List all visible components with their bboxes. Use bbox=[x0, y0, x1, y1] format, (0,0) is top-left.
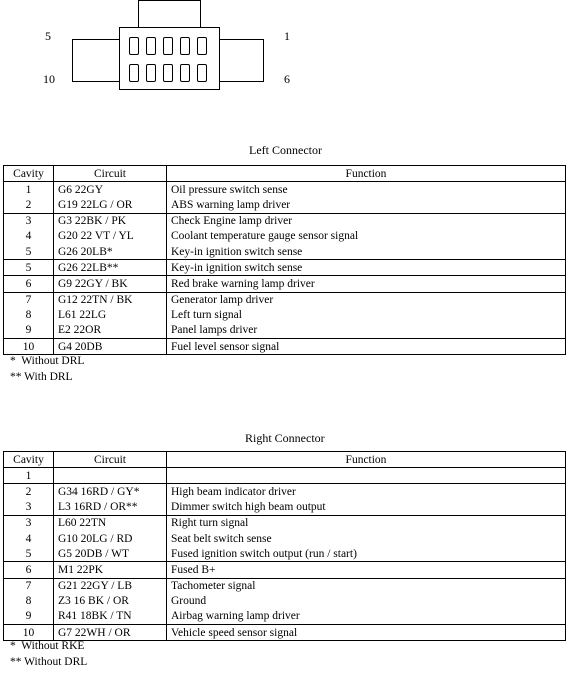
column-header-circuit: Circuit bbox=[54, 166, 167, 182]
pin-label-10: 10 bbox=[43, 72, 55, 86]
cavity-pin bbox=[163, 37, 173, 55]
cavity-pin bbox=[197, 37, 207, 55]
pin-label-1: 1 bbox=[284, 29, 290, 43]
function-cell: ABS warning lamp driver bbox=[167, 197, 566, 213]
circuit-cell: L3 16RD / OR** bbox=[54, 500, 167, 516]
cavity-cell: 3 bbox=[4, 515, 54, 531]
left-connector-title: Left Connector bbox=[249, 143, 322, 157]
function-cell: Left turn signal bbox=[167, 308, 566, 323]
cavity-cell: 6 bbox=[4, 276, 54, 292]
table-row bbox=[4, 500, 566, 516]
cavity-cell: 5 bbox=[4, 244, 54, 260]
connector-latch bbox=[138, 0, 201, 28]
circuit-cell: G34 16RD / GY* bbox=[54, 484, 167, 500]
circuit-cell: R41 18BK / TN bbox=[54, 609, 167, 625]
circuit-cell: G3 22BK / PK bbox=[54, 213, 167, 229]
circuit-cell: L60 22TN bbox=[54, 515, 167, 531]
cavity-pin bbox=[146, 37, 156, 55]
cavity-cell: 9 bbox=[4, 609, 54, 625]
cavity-cell: 2 bbox=[4, 197, 54, 213]
table-row bbox=[4, 244, 566, 260]
footnote: * Without RKE bbox=[10, 640, 85, 652]
table-row bbox=[4, 197, 566, 213]
function-cell: Fused ignition switch output (run / start) bbox=[167, 546, 566, 562]
circuit-cell: G7 22WH / OR bbox=[54, 625, 167, 641]
cavity-cell: 7 bbox=[4, 292, 54, 308]
cavity-cell: 4 bbox=[4, 531, 54, 546]
cavity-cell: 3 bbox=[4, 213, 54, 229]
function-cell: Tachometer signal bbox=[167, 578, 566, 594]
circuit-cell: G4 20DB bbox=[54, 339, 167, 355]
cavity-pin bbox=[180, 37, 190, 55]
table-row bbox=[4, 323, 566, 339]
cavity-cell: 8 bbox=[4, 594, 54, 609]
circuit-cell: G20 22 VT / YL bbox=[54, 229, 167, 244]
table-row bbox=[4, 625, 566, 641]
circuit-cell: G10 20LG / RD bbox=[54, 531, 167, 546]
table-row bbox=[4, 515, 566, 531]
column-header-cavity: Cavity bbox=[4, 166, 54, 182]
footnote: ** With DRL bbox=[10, 371, 73, 383]
function-cell: Airbag warning lamp driver bbox=[167, 609, 566, 625]
function-cell: Coolant temperature gauge sensor signal bbox=[167, 229, 566, 244]
connector-right-wing bbox=[216, 39, 264, 82]
footnote: ** Without DRL bbox=[10, 656, 88, 668]
table-row bbox=[4, 276, 566, 292]
table-row bbox=[4, 484, 566, 500]
function-cell: Red brake warning lamp driver bbox=[167, 276, 566, 292]
cavity-pin bbox=[129, 37, 139, 55]
function-cell: Key-in ignition switch sense bbox=[167, 260, 566, 276]
cavity-cell: 10 bbox=[4, 625, 54, 641]
function-cell: Vehicle speed sensor signal bbox=[167, 625, 566, 641]
cavity-pin bbox=[197, 64, 207, 82]
table-row bbox=[4, 531, 566, 546]
cavity-cell: 7 bbox=[4, 578, 54, 594]
cavity-cell: 5 bbox=[4, 546, 54, 562]
function-cell: Check Engine lamp driver bbox=[167, 213, 566, 229]
column-header-cavity: Cavity bbox=[4, 452, 54, 468]
left-connector-table bbox=[3, 165, 566, 355]
circuit-cell: G12 22TN / BK bbox=[54, 292, 167, 308]
circuit-cell: M1 22PK bbox=[54, 562, 167, 578]
table-row bbox=[4, 562, 566, 578]
circuit-cell: G5 20DB / WT bbox=[54, 546, 167, 562]
pin-label-5: 5 bbox=[45, 29, 51, 43]
cavity-pin bbox=[163, 64, 173, 82]
function-cell: Dimmer switch high beam output bbox=[167, 500, 566, 516]
circuit-cell: G26 20LB* bbox=[54, 244, 167, 260]
function-cell: Fused B+ bbox=[167, 562, 566, 578]
function-cell: Fuel level sensor signal bbox=[167, 339, 566, 355]
function-cell: Right turn signal bbox=[167, 515, 566, 531]
function-cell: High beam indicator driver bbox=[167, 484, 566, 500]
table-row bbox=[4, 578, 566, 594]
cavity-pin bbox=[180, 64, 190, 82]
footnote: * Without DRL bbox=[10, 355, 85, 367]
table-row bbox=[4, 594, 566, 609]
table-row bbox=[4, 546, 566, 562]
table-row bbox=[4, 213, 566, 229]
cavity-cell: 8 bbox=[4, 308, 54, 323]
table-row bbox=[4, 292, 566, 308]
function-cell: Generator lamp driver bbox=[167, 292, 566, 308]
table-row bbox=[4, 339, 566, 355]
table-row bbox=[4, 609, 566, 625]
circuit-cell: Z3 16 BK / OR bbox=[54, 594, 167, 609]
circuit-cell: L61 22LG bbox=[54, 308, 167, 323]
right-connector-table bbox=[3, 451, 566, 641]
circuit-cell: G6 22GY bbox=[54, 182, 167, 198]
cavity-cell: 1 bbox=[4, 182, 54, 198]
table-row bbox=[4, 229, 566, 244]
cavity-cell: 1 bbox=[4, 468, 54, 484]
function-cell: Panel lamps driver bbox=[167, 323, 566, 339]
function-cell: Seat belt switch sense bbox=[167, 531, 566, 546]
circuit-cell bbox=[54, 468, 167, 484]
function-cell: Key-in ignition switch sense bbox=[167, 244, 566, 260]
right-connector-title: Right Connector bbox=[245, 431, 325, 445]
circuit-cell: G21 22GY / LB bbox=[54, 578, 167, 594]
cavity-cell: 4 bbox=[4, 229, 54, 244]
table-header-row bbox=[4, 166, 566, 182]
pin-label-6: 6 bbox=[284, 72, 290, 86]
table-row bbox=[4, 468, 566, 484]
connector-left-wing bbox=[72, 39, 124, 82]
circuit-cell: G9 22GY / BK bbox=[54, 276, 167, 292]
cavity-cell: 5 bbox=[4, 260, 54, 276]
function-cell: Ground bbox=[167, 594, 566, 609]
cavity-cell: 3 bbox=[4, 500, 54, 516]
circuit-cell: E2 22OR bbox=[54, 323, 167, 339]
function-cell bbox=[167, 468, 566, 484]
circuit-cell: G19 22LG / OR bbox=[54, 197, 167, 213]
function-cell: Oil pressure switch sense bbox=[167, 182, 566, 198]
table-row bbox=[4, 308, 566, 323]
cavity-cell: 10 bbox=[4, 339, 54, 355]
column-header-function: Function bbox=[167, 452, 566, 468]
column-header-circuit: Circuit bbox=[54, 452, 167, 468]
cavity-pin bbox=[129, 64, 139, 82]
cavity-pin bbox=[146, 64, 156, 82]
table-header-row bbox=[4, 452, 566, 468]
column-header-function: Function bbox=[167, 166, 566, 182]
table-row bbox=[4, 260, 566, 276]
cavity-cell: 9 bbox=[4, 323, 54, 339]
cavity-cell: 2 bbox=[4, 484, 54, 500]
cavity-cell: 6 bbox=[4, 562, 54, 578]
circuit-cell: G26 22LB** bbox=[54, 260, 167, 276]
table-row bbox=[4, 182, 566, 198]
